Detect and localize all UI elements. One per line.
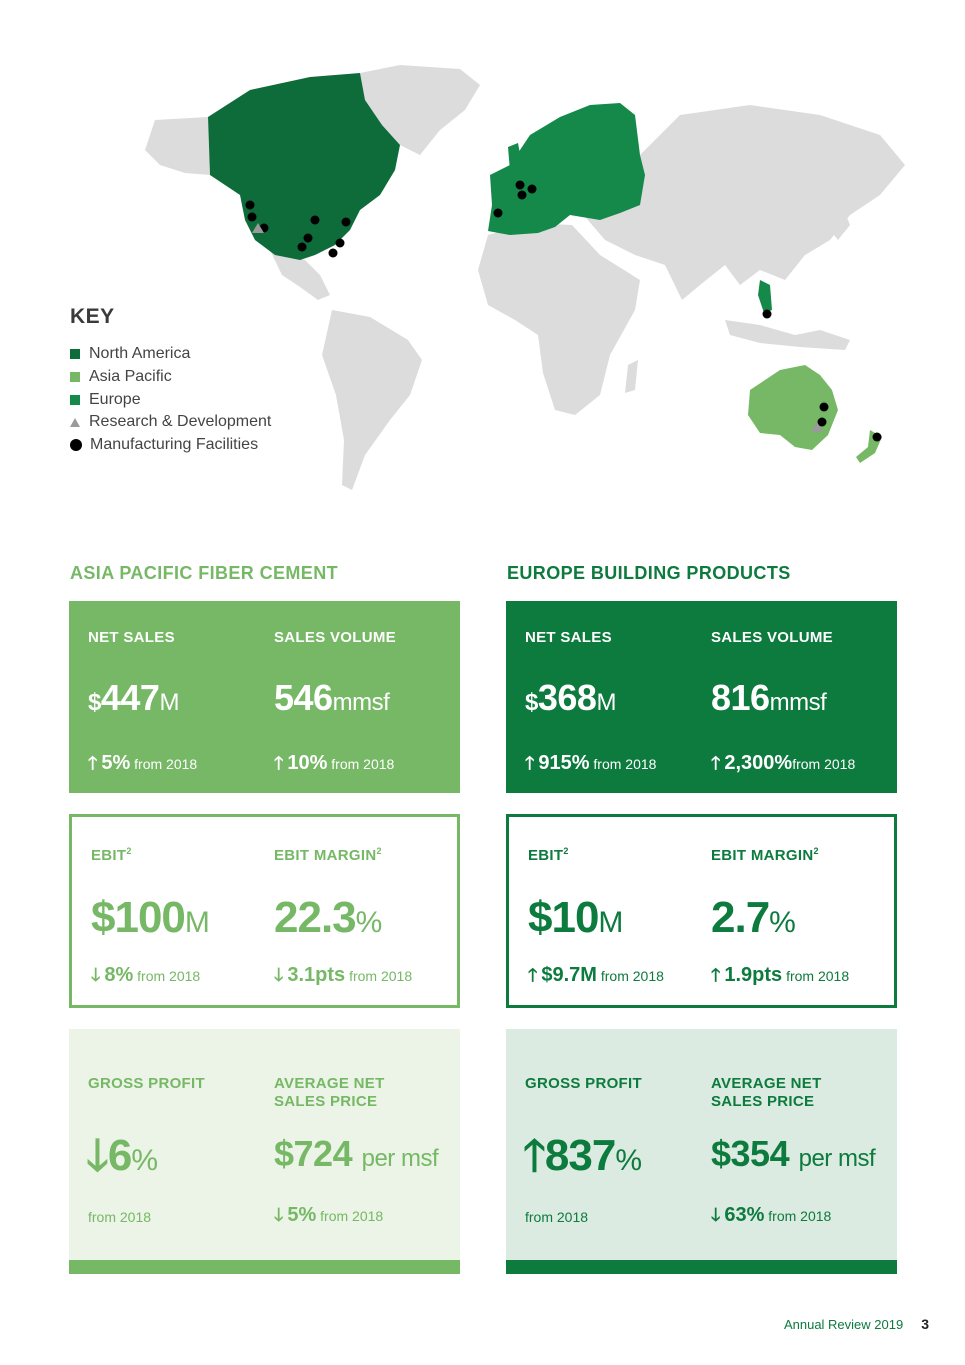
eu-sales-card [506, 601, 897, 793]
ap-avg-price-value: $724 per msf [274, 1133, 439, 1174]
map-key [70, 305, 271, 456]
key-label: Research & Development [89, 413, 272, 431]
eu-ebit-label: EBIT$^2$ [528, 846, 569, 864]
eu-avg-price-label-2: SALES PRICE [711, 1093, 815, 1110]
ap-gross-profit-from: from 2018 [88, 1209, 152, 1225]
eu-gross-profit-card [506, 1029, 897, 1274]
indonesia-shape [725, 320, 850, 350]
arrow-up-icon: 🡑 [88, 753, 98, 773]
eu-ebit-change: 🡑 $9.7M from 2018 [528, 964, 664, 986]
ap-gross-profit-card [69, 1029, 460, 1274]
eu-sales-volume-label: SALES VOLUME [711, 629, 833, 646]
arrow-down-icon: 🡓 [91, 965, 101, 985]
arrow-down-icon: 🡓 [274, 1205, 284, 1225]
eu-gross-profit-from: from 2018 [525, 1209, 589, 1225]
ap-avg-price-label-2: SALES PRICE [274, 1093, 378, 1110]
ap-avg-price-change: 🡓 5% from 2018 [274, 1204, 384, 1226]
arrow-up-icon: 🡑 [525, 753, 535, 773]
arrow-up-icon: 🡑 [711, 753, 721, 773]
ap-ebit-margin-change: 🡓 3.1pts from 2018 [274, 964, 413, 986]
eu-avg-price-label-1: AVERAGE NET [711, 1075, 822, 1092]
triangle-icon [70, 418, 80, 427]
arrow-up-icon: 🡑 [711, 965, 721, 985]
eu-avg-price-value: $354 per msf [711, 1133, 876, 1174]
eu-net-sales-label: NET SALES [525, 629, 612, 646]
dot-icon [70, 439, 82, 451]
arrow-up-icon: 🡑 [274, 753, 284, 773]
key-label: Asia Pacific [89, 368, 172, 386]
arrow-down-icon: 🡓 [274, 965, 284, 985]
ap-sales-volume-label: SALES VOLUME [274, 629, 396, 646]
ap-gross-profit-label: GROSS PROFIT [88, 1075, 205, 1092]
arrow-down-icon: 🡓 [711, 1205, 721, 1225]
philippines-shape [758, 280, 772, 313]
key-label: Europe [89, 390, 141, 408]
eu-sales-volume-value: 816mmsf [711, 677, 827, 718]
key-item-research [70, 411, 271, 434]
ap-ebit-label: EBIT$^2$ [91, 846, 132, 864]
key-item-europe [70, 388, 271, 411]
ap-ebit-card [69, 814, 460, 1008]
key-title: KEY [70, 305, 115, 328]
arrow-down-icon: 🡓 [86, 1131, 108, 1180]
page-footer [784, 1316, 929, 1332]
eu-gross-profit-label: GROSS PROFIT [525, 1075, 642, 1092]
key-item-asia-pacific [70, 366, 271, 389]
ap-net-sales-value: $447M [88, 677, 179, 718]
north-america-swatch-icon [70, 349, 80, 359]
key-item-manufacturing [70, 434, 271, 457]
key-item-north-america [70, 343, 271, 366]
ap-sales-volume-change: 🡑 10% from 2018 [274, 752, 395, 774]
page-number: 3 [921, 1316, 929, 1332]
key-label: Manufacturing Facilities [90, 436, 259, 454]
eu-ebit-margin-change: 🡑 1.9pts from 2018 [711, 964, 850, 986]
eu-ebit-value: $10M [528, 893, 623, 942]
africa-shape [478, 223, 640, 415]
eu-net-sales-change: 🡑 915% from 2018 [525, 752, 657, 774]
europe-swatch-icon [70, 395, 80, 405]
ap-ebit-value: $100M [91, 893, 209, 942]
arrow-up-icon: 🡑 [523, 1131, 545, 1180]
ap-ebit-margin-label: EBIT MARGIN$^2$ [274, 846, 382, 864]
ap-sales-card [69, 601, 460, 793]
ap-net-sales-change: 🡑 5% from 2018 [88, 752, 198, 774]
eu-gross-profit-value: 🡑837% [523, 1131, 641, 1180]
europe-title: EUROPE BUILDING PRODUCTS [507, 563, 791, 583]
asia-pacific-swatch-icon [70, 372, 80, 382]
alaska-shape [145, 117, 210, 175]
ap-ebit-change: 🡓 8% from 2018 [91, 964, 201, 986]
arrow-up-icon: 🡑 [528, 965, 538, 985]
asia-pacific-title: ASIA PACIFIC FIBER CEMENT [70, 563, 339, 583]
south-america-shape [322, 310, 422, 490]
ap-net-sales-label: NET SALES [88, 629, 175, 646]
eu-ebit-margin-label: EBIT MARGIN$^2$ [711, 846, 819, 864]
ap-gross-profit-value: 🡓6% [86, 1131, 158, 1180]
footer-text: Annual Review 2019 [783, 1317, 904, 1332]
key-label: North America [89, 345, 191, 363]
eu-avg-price-change: 🡓 63% from 2018 [711, 1204, 832, 1226]
eu-ebit-margin-value: 2.7% [711, 893, 795, 942]
madagascar-shape [625, 360, 638, 393]
eu-ebit-card [506, 814, 897, 1008]
ap-avg-price-label-1: AVERAGE NET [274, 1075, 385, 1092]
ap-sales-volume-value: 546mmsf [274, 677, 390, 718]
eu-sales-volume-change: 🡑 2,300%from 2018 [711, 752, 856, 774]
ap-ebit-margin-value: 22.3% [274, 893, 382, 942]
eu-net-sales-value: $368M [525, 677, 616, 718]
